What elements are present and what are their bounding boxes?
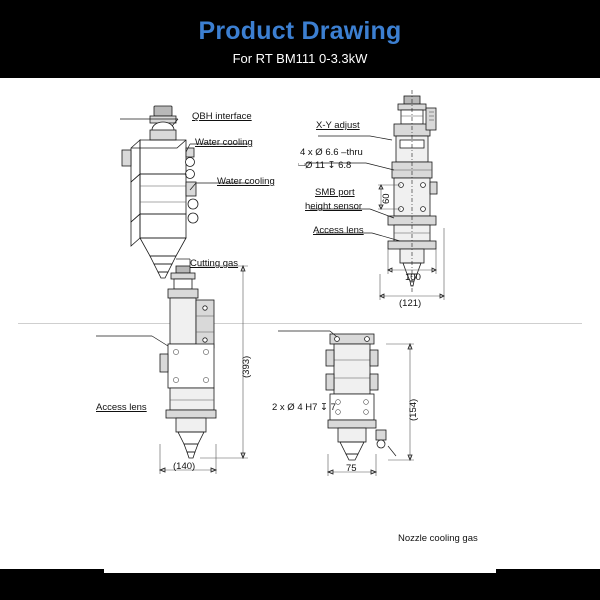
label-access-lens-side: Access lens (96, 402, 147, 413)
page-subtitle: For RT BM111 0-3.3kW (232, 51, 368, 66)
label-xy-adjust: X-Y adjust (316, 120, 360, 131)
label-access-lens-front: Access lens (313, 225, 364, 236)
label-water-cooling-lower: Water cooling (217, 176, 275, 187)
label-height-sensor: height sensor (305, 201, 363, 212)
page-title: Product Drawing (198, 17, 402, 45)
counterbore-symbol: ⌴ (298, 158, 306, 169)
footer-accent-bar (104, 569, 496, 573)
label-hole-spec-counterbore: Ø 11 ↧ 6.8 (305, 160, 352, 171)
drawing-sheet (0, 78, 600, 569)
dim-100: 100 (405, 272, 421, 283)
label-hole-spec-thru: 4 x Ø 6.6 –thru (300, 147, 363, 158)
label-nozzle-cooling-gas: Nozzle cooling gas (398, 533, 478, 544)
dim-60: 60 (381, 193, 392, 204)
view-side-left (96, 266, 248, 474)
dim-140: (140) (173, 461, 196, 472)
dim-393: (393) (241, 355, 252, 378)
label-qbh-interface: QBH interface (192, 111, 252, 122)
label-cutting-gas: Cutting gas (190, 258, 239, 269)
dim-154: (154) (408, 398, 419, 421)
label-smb-port: SMB port (315, 187, 355, 198)
dim-75: 75 (346, 463, 357, 474)
footer-bar (0, 569, 600, 600)
label-hole-spec-h7: 2 x Ø 4 H7 ↧ 7 (272, 402, 336, 413)
view-front-left (120, 106, 250, 278)
label-water-cooling-upper: Water cooling (195, 137, 253, 148)
dim-121: (121) (399, 298, 422, 309)
